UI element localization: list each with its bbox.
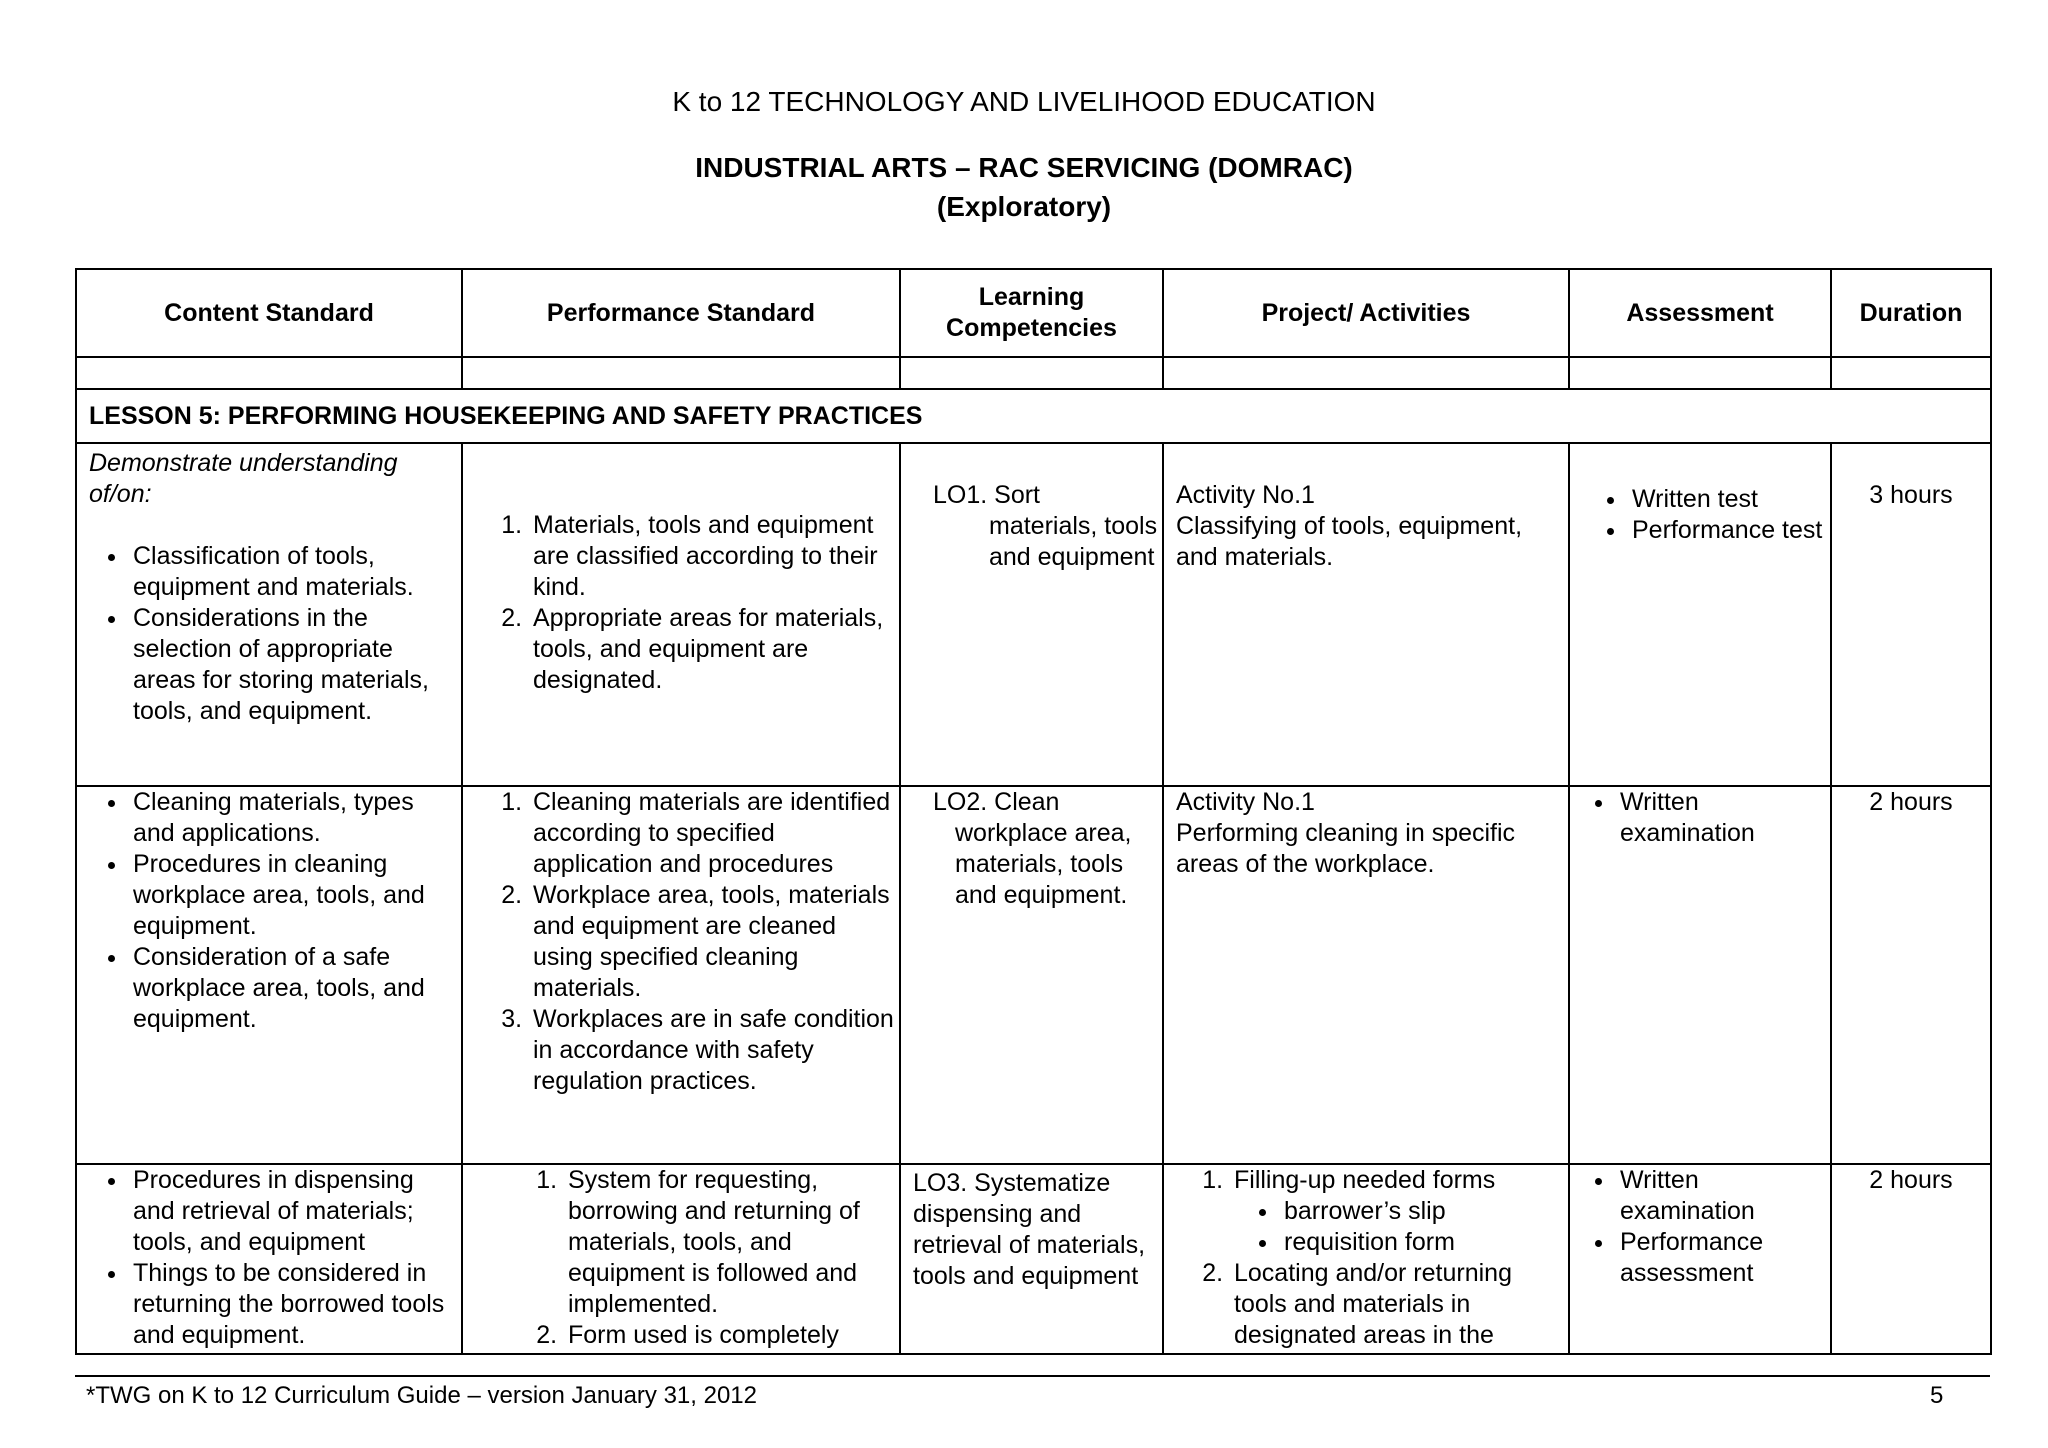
list-item: • requisition form: [1280, 1227, 1568, 1258]
lo-label: LO1. Sort: [933, 481, 1040, 509]
page-number: 5: [1930, 1382, 1944, 1409]
column-header: Duration: [1831, 269, 1991, 357]
document-subtitle-note: (Exploratory): [936, 191, 1112, 222]
duration-text: 2 hours: [1869, 1166, 1953, 1194]
list-item: • Written examination: [1616, 1165, 1830, 1227]
empty-cell: [900, 357, 1163, 389]
lo-label: LO2. Clean: [933, 788, 1060, 816]
activity-cell: [1163, 1164, 1569, 1354]
curriculum-table: [75, 268, 1992, 1355]
list-item: 2. Workplace area, tools, materials and equipment are cleaned using specified cleaning materials.: [529, 880, 899, 1004]
assessment-cell: [1569, 786, 1831, 1164]
learning-competency: [901, 787, 1162, 911]
performance-list: [463, 510, 899, 696]
footer-text: *TWG on K to 12 Curriculum Guide – version January 31, 2012: [86, 1382, 757, 1409]
content-standard-cell: [76, 443, 462, 786]
list-item: 1. Materials, tools and equipment are classified according to their kind.: [529, 510, 899, 603]
table-header-row: [76, 269, 1991, 357]
list-item: 1. Cleaning materials are identified according to specified application and procedures: [529, 787, 899, 880]
list-item: • Cleaning materials, types and applications.: [129, 787, 461, 849]
performance-standard-cell: [462, 1164, 900, 1354]
assessment-list: [1570, 787, 1830, 849]
list-item: • Consideration of a safe workplace area, tools, and equipment.: [129, 942, 461, 1035]
duration-cell: [1831, 1164, 1991, 1354]
learning-competency-cell: [900, 1164, 1163, 1354]
lo-text: workplace area, materials, tools and equipment.: [955, 819, 1132, 909]
lesson-title: LESSON 5: PERFORMING HOUSEKEEPING AND SAFETY PRACTICES: [76, 389, 1991, 443]
empty-cell: [462, 357, 900, 389]
empty-cell: [1831, 357, 1991, 389]
content-standard-cell: [76, 1164, 462, 1354]
column-header: Content Standard: [76, 269, 462, 357]
duration-cell: [1831, 786, 1991, 1164]
duration-text: 2 hours: [1869, 788, 1953, 816]
activity-title: Activity No.1: [1176, 788, 1315, 816]
activity-sublist: [1234, 1196, 1568, 1258]
table-row: [76, 786, 1991, 1164]
list-item: 3. Workplaces are in safe condition in accordance with safety regulation practices.: [529, 1004, 899, 1097]
list-item: 1. System for requesting, borrowing and returning of materials, tools, and equipment is followed and implemented.: [564, 1165, 899, 1320]
column-header: Performance Standard: [462, 269, 900, 357]
duration-text: 3 hours: [1869, 481, 1953, 509]
assessment-list: [1570, 484, 1830, 546]
table-row: [76, 357, 1991, 389]
activity-cell: [1163, 443, 1569, 786]
document-title: K to 12 TECHNOLOGY AND LIVELIHOOD EDUCATION: [672, 86, 1376, 117]
column-header: Learning Competencies: [900, 269, 1163, 357]
activity-step: Filling-up needed forms: [1234, 1166, 1496, 1194]
list-item: 2. Appropriate areas for materials, tools, and equipment are designated.: [529, 603, 899, 696]
list-item: • Written examination: [1616, 787, 1830, 849]
content-intro: Demonstrate understanding of/on:: [89, 449, 398, 508]
lesson-row: [76, 389, 1991, 443]
list-item: • Considerations in the selection of appropriate areas for storing materials, tools, and equipment.: [129, 603, 461, 727]
content-list: [77, 541, 461, 727]
footer-divider: [75, 1375, 1990, 1377]
performance-standard-cell: [462, 443, 900, 786]
list-item: • Things to be considered in returning the borrowed tools and equipment.: [129, 1258, 461, 1351]
activity-cell: [1163, 786, 1569, 1164]
table-row: [76, 443, 1991, 786]
learning-competency-cell: [900, 786, 1163, 1164]
assessment-list: [1570, 1165, 1830, 1289]
content-list: [77, 1165, 461, 1351]
activity-text: Classifying of tools, equipment, and materials.: [1176, 512, 1523, 571]
list-item: • Classification of tools, equipment and materials.: [129, 541, 461, 603]
empty-cell: [1569, 357, 1831, 389]
content-list: [77, 787, 461, 1035]
list-item: • Performance assessment: [1616, 1227, 1830, 1289]
content-standard-cell: [76, 786, 462, 1164]
column-header: Project/ Activities: [1163, 269, 1569, 357]
list-item: 2. Form used is completely: [564, 1320, 899, 1351]
list-item: • Procedures in cleaning workplace area, tools, and equipment.: [129, 849, 461, 942]
list-item: • Performance test: [1628, 515, 1830, 546]
performance-list: [463, 787, 899, 1097]
learning-competency: [901, 444, 1162, 573]
performance-standard-cell: [462, 786, 900, 1164]
assessment-cell: [1569, 1164, 1831, 1354]
learning-competency: LO3. Systematize dispensing and retrieval of materials, tools and equipment: [913, 1169, 1146, 1290]
empty-cell: [76, 357, 462, 389]
empty-cell: [1163, 357, 1569, 389]
list-item: • Procedures in dispensing and retrieval of materials; tools, and equipment: [129, 1165, 461, 1258]
activity-text: Performing cleaning in specific areas of the workplace.: [1176, 819, 1516, 878]
activity-title: Activity No.1: [1176, 481, 1315, 509]
list-item: • Written test: [1628, 484, 1830, 515]
lo-text: materials, tools and equipment: [989, 512, 1158, 571]
duration-cell: [1831, 443, 1991, 786]
activity-list: [1164, 1165, 1568, 1351]
learning-competency-cell: [900, 443, 1163, 786]
list-item: 2. Locating and/or returning tools and materials in designated areas in the: [1230, 1258, 1568, 1351]
assessment-cell: [1569, 443, 1831, 786]
table-row: [76, 1164, 1991, 1354]
list-item: • barrower’s slip: [1280, 1196, 1568, 1227]
document-subtitle: INDUSTRIAL ARTS – RAC SERVICING (DOMRAC): [695, 152, 1353, 183]
performance-list: [463, 1165, 899, 1351]
column-header: Assessment: [1569, 269, 1831, 357]
list-item: [1230, 1165, 1568, 1258]
